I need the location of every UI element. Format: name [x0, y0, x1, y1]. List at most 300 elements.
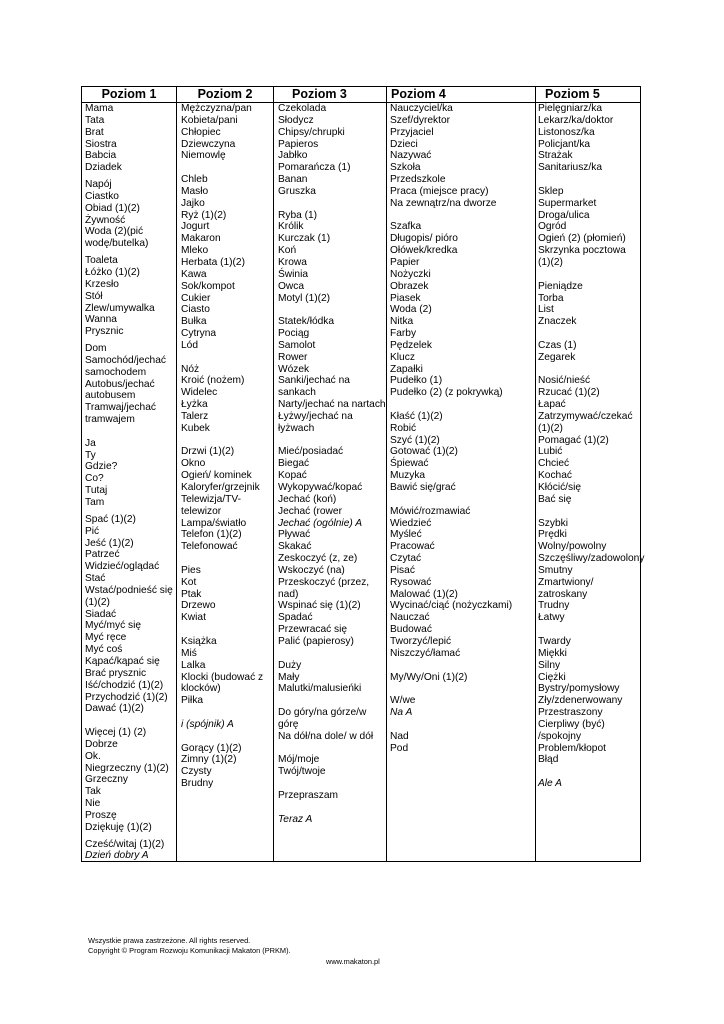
word-entry: Masło	[181, 185, 209, 197]
column-level-2	[181, 103, 272, 790]
word-entry: Skakać	[278, 541, 312, 553]
word-entry: Kochać	[538, 470, 572, 482]
word-entry: Przepraszam	[278, 789, 339, 801]
word-entry: Łatwy	[538, 612, 565, 624]
word-entry: Spadać	[278, 612, 313, 624]
group-gap	[538, 328, 641, 340]
word-entry: List	[538, 304, 554, 316]
word-entry: Babcia	[85, 150, 117, 162]
word-entry: Sanki/jechać na	[278, 375, 350, 387]
word-entry: telewizor	[181, 505, 222, 517]
word-entry: Tutaj	[85, 485, 108, 497]
group-gap	[390, 210, 534, 222]
word-entry: (1)(2)	[538, 256, 563, 268]
word-entry: Znaczek	[538, 316, 577, 328]
group-gap	[538, 269, 641, 281]
word-entry: Biegać	[278, 458, 310, 470]
column-level-3	[278, 103, 385, 825]
word-entry: Nauczyciel/ka	[390, 103, 453, 114]
word-entry: Ja	[85, 437, 96, 449]
group-gap	[390, 683, 534, 695]
word-entry: Skrzynka pocztowa	[538, 245, 626, 257]
word-entry: Mężczyzna/pan	[181, 103, 252, 114]
word-entry: Toaleta	[85, 255, 118, 267]
column-divider	[386, 87, 387, 861]
group-gap	[538, 174, 641, 186]
word-entry: górę	[278, 718, 299, 730]
word-entry: Myć coś	[85, 644, 123, 656]
word-entry: Autobus/jechać	[85, 378, 155, 390]
word-entry: Chcieć	[538, 458, 570, 470]
vocabulary-table	[81, 86, 645, 862]
word-entry: Niemowlę	[181, 150, 226, 162]
word-entry: Mój/moje	[278, 754, 320, 766]
word-entry: Co?	[85, 473, 104, 485]
word-entry: Stać	[85, 573, 106, 585]
group-gap	[278, 435, 385, 447]
footer-rights: Wszystkie prawa zastrzeżone. All rights reserved.	[88, 936, 251, 945]
footer-copyright: Copyright © Program Rozwoju Komunikacji Makaton (PRKM).	[88, 945, 291, 955]
word-entry: Przeskoczyć (przez,	[278, 576, 370, 588]
word-entry: Długopis/ pióro	[390, 233, 458, 245]
word-entry: Stół	[85, 290, 103, 302]
word-entry: Patrzeć	[85, 549, 120, 561]
word-entry: Szafka	[390, 221, 422, 233]
word-entry: Ryż (1)(2)	[181, 209, 227, 221]
word-entry: Ptak	[181, 588, 202, 600]
word-entry: Zegarek	[538, 351, 576, 363]
word-entry: Malutki/malusieńki	[278, 683, 362, 695]
word-entry: Kopać	[278, 470, 307, 482]
word-entry: Łyżwy/jechać na	[278, 410, 353, 422]
word-entry: Policjant/ka	[538, 138, 591, 150]
word-entry: Obiad (1)(2)	[85, 202, 140, 214]
word-entry: Trudny	[538, 600, 570, 612]
group-gap	[181, 435, 272, 447]
group-gap	[278, 802, 385, 814]
word-entry: Świnia	[278, 268, 309, 280]
word-entry: Woda (2)(pić	[85, 226, 144, 238]
word-entry: Makaron	[181, 233, 221, 245]
word-entry: Rower	[278, 351, 308, 363]
word-entry: Narty/jechać na nartach	[278, 399, 386, 411]
word-entry: Cierpliwy (być)	[538, 718, 605, 730]
group-gap	[181, 162, 272, 174]
group-gap	[278, 743, 385, 755]
word-entry: Jabłko	[278, 150, 308, 162]
word-entry: Sok/kompot	[181, 280, 235, 292]
word-entry: Ciastko	[85, 190, 119, 202]
word-entry: Zły/zdenerwowany	[538, 695, 623, 707]
word-entry: Wycinać/ciąć (nożyczkami)	[390, 600, 513, 612]
word-entry: Chleb	[181, 174, 208, 186]
word-entry: Dziękuję (1)(2)	[85, 821, 152, 833]
word-entry: Kwiat	[181, 612, 206, 624]
word-entry: Ty	[85, 449, 96, 461]
word-entry: Książka	[181, 635, 217, 647]
word-entry: Brudny	[181, 778, 214, 790]
word-entry: Nosić/nieść	[538, 375, 591, 387]
word-entry: wodę/butelka)	[85, 238, 149, 250]
word-entry: Pisać	[390, 564, 415, 576]
group-gap	[181, 553, 272, 565]
word-entry: Miękki	[538, 647, 567, 659]
word-entry: Twardy	[538, 635, 571, 647]
word-entry: Telefonować	[181, 541, 238, 553]
column-level-4	[390, 103, 534, 754]
word-entry: Okno	[181, 458, 206, 470]
group-gap	[278, 198, 385, 210]
word-entry: Szyć (1)(2)	[390, 434, 440, 446]
word-entry: sankach	[278, 387, 316, 399]
column-divider	[176, 87, 177, 861]
word-entry: Brat	[85, 126, 104, 138]
word-entry: Malować (1)(2)	[390, 588, 458, 600]
word-entry: Chłopiec	[181, 126, 221, 138]
word-entry: Samolot	[278, 339, 316, 351]
word-entry: Myć/myć się	[85, 620, 142, 632]
word-entry: klocków)	[181, 683, 221, 695]
word-entry: Rzucać (1)(2)	[538, 387, 600, 399]
word-entry: Silny	[538, 659, 561, 671]
word-entry: Praca (miejsce pracy)	[390, 185, 489, 197]
word-entry: Kot	[181, 576, 197, 588]
word-entry: Pudełko (1)	[390, 375, 443, 387]
word-entry: Grzeczny	[85, 774, 129, 786]
group-gap	[538, 766, 641, 778]
word-entry: Na A	[390, 707, 413, 719]
word-entry: Żywność	[85, 214, 126, 226]
word-entry: Bystry/pomysłowy	[538, 683, 620, 695]
word-entry: Lampa/światło	[181, 517, 247, 529]
group-gap	[181, 352, 272, 364]
word-entry: Supermarket	[538, 197, 597, 209]
word-entry: Telewizja/TV-	[181, 493, 242, 505]
word-entry: Zmartwiony/	[538, 576, 594, 588]
word-entry: Do góry/na górze/w	[278, 707, 367, 719]
word-entry: Pudełko (2) (z pokrywką)	[390, 387, 503, 399]
word-entry: Bułka	[181, 316, 207, 328]
word-entry: Samochód/jechać	[85, 354, 166, 366]
word-entry: /spokojny	[538, 730, 582, 742]
word-entry: samochodem	[85, 366, 147, 378]
header-level-2: Poziom 2	[197, 87, 253, 101]
word-entry: Strażak	[538, 150, 573, 162]
word-entry: Czekolada	[278, 103, 327, 114]
group-gap	[181, 624, 272, 636]
word-entry: Ogień (2) (płomień)	[538, 233, 626, 245]
group-gap	[278, 695, 385, 707]
word-entry: Pod	[390, 742, 409, 754]
word-entry: Czytać	[390, 553, 422, 565]
word-entry: Lubić	[538, 446, 563, 458]
word-entry: Proszę	[85, 809, 117, 821]
word-entry: Farby	[390, 328, 417, 340]
word-entry: Klocki (budować z	[181, 671, 264, 683]
word-entry: Klucz	[390, 351, 415, 363]
word-entry: Gorący (1)(2)	[181, 742, 242, 754]
word-entry: Gruszka	[278, 185, 316, 197]
word-entry: Ryba (1)	[278, 209, 318, 221]
word-entry: Kłócić/się	[538, 482, 582, 493]
word-entry: Dzień dobry A	[85, 850, 149, 862]
word-entry: Zlew/umywalka	[85, 302, 155, 314]
group-gap	[538, 364, 641, 376]
word-entry: Tworzyć/lepić	[390, 635, 452, 647]
group-gap	[85, 426, 175, 438]
group-gap	[181, 731, 272, 743]
word-entry: Dom	[85, 343, 107, 355]
word-entry: Chipsy/chrupki	[278, 126, 345, 138]
word-entry: Siostra	[85, 138, 117, 150]
group-gap	[390, 719, 534, 731]
word-entry: Ciasto	[181, 304, 210, 316]
word-entry: Drzwi (1)(2)	[181, 446, 235, 458]
word-entry: Ok.	[85, 750, 101, 762]
word-entry: Prysznic	[85, 326, 124, 338]
word-entry: Wiedzieć	[390, 517, 432, 529]
word-entry: Nad	[390, 730, 409, 742]
word-entry: Wanna	[85, 314, 117, 326]
header-level-4: Poziom 4	[391, 87, 446, 101]
word-entry: Jogurt	[181, 221, 210, 233]
word-entry: Szef/dyrektor	[390, 114, 451, 126]
word-entry: Sanitariusz/ka	[538, 162, 602, 174]
word-entry: Piasek	[390, 292, 421, 304]
word-entry: Więcej (1) (2)	[85, 727, 147, 739]
word-entry: Niszczyć/łamać	[390, 647, 461, 659]
header-level-3: Poziom 3	[292, 87, 347, 101]
word-entry: Łyżka	[181, 399, 208, 411]
word-entry: Gdzie?	[85, 461, 118, 473]
word-entry: Zimny (1)(2)	[181, 754, 237, 766]
column-divider	[273, 87, 274, 861]
word-entry: Kąpać/kąpać się	[85, 655, 160, 667]
word-entry: Budować	[390, 624, 432, 636]
word-entry: Dzieci	[390, 138, 418, 150]
word-entry: Szczęśliwy/zadowolony	[538, 553, 645, 565]
group-gap	[85, 715, 175, 727]
word-entry: Przewracać się	[278, 624, 348, 636]
group-gap	[278, 648, 385, 660]
word-entry: Pomagać (1)(2)	[538, 434, 609, 446]
word-entry: Nazywać	[390, 150, 432, 162]
group-gap	[538, 506, 641, 518]
word-entry: Smutny	[538, 564, 573, 576]
word-entry: Napój	[85, 179, 112, 191]
word-entry: Pędzelek	[390, 339, 432, 351]
word-entry: Pracować	[390, 541, 435, 553]
word-entry: Dziadek	[85, 162, 122, 174]
word-entry: Mama	[85, 103, 114, 114]
word-entry: Bać się	[538, 493, 572, 505]
word-entry: Prędki	[538, 529, 567, 541]
word-entry: Niegrzeczny (1)(2)	[85, 762, 169, 774]
word-entry: Wózek	[278, 363, 310, 375]
word-entry: Rysować	[390, 576, 432, 588]
word-entry: zatroskany	[538, 588, 588, 600]
word-entry: Iść/chodzić (1)(2)	[85, 679, 164, 691]
word-entry: Telefon (1)(2)	[181, 529, 242, 541]
word-entry: Brać prysznic	[85, 667, 147, 679]
word-entry: Widzieć/oglądać	[85, 561, 160, 573]
header-level-5: Poziom 5	[545, 87, 600, 101]
word-entry: Szkoła	[390, 162, 421, 174]
word-entry: Bawić się/grać	[390, 482, 456, 493]
word-entry: Jeść (1)(2)	[85, 537, 134, 549]
word-entry: Mleko	[181, 245, 209, 257]
word-entry: Herbata (1)(2)	[181, 256, 245, 268]
word-entry: Czas (1)	[538, 339, 577, 351]
group-gap	[278, 778, 385, 790]
word-entry: Jechać (rower	[278, 505, 342, 517]
word-entry: Pies	[181, 564, 201, 576]
word-entry: Robić	[390, 422, 417, 434]
word-entry: W/we	[390, 695, 416, 707]
word-entry: Mały	[278, 671, 300, 683]
word-entry: łyżwach	[278, 422, 315, 434]
word-entry: Piłka	[181, 695, 204, 707]
word-entry: Nauczać	[390, 612, 430, 624]
word-entry: Słodycz	[278, 114, 314, 126]
group-gap	[390, 660, 534, 672]
word-entry: Drzewo	[181, 600, 216, 612]
word-entry: Nitka	[390, 316, 414, 328]
word-entry: (1)(2)	[538, 422, 563, 434]
word-entry: Jechać (koń)	[278, 493, 337, 505]
word-entry: Kawa	[181, 268, 207, 280]
word-entry: Gotować (1)(2)	[390, 446, 458, 458]
word-entry: Nożyczki	[390, 268, 431, 280]
footer-website: www.makaton.pl	[326, 957, 380, 966]
word-entry: nad)	[278, 588, 299, 600]
word-entry: Myśleć	[390, 529, 422, 541]
word-entry: Duży	[278, 659, 302, 671]
word-entry: Krowa	[278, 256, 307, 268]
group-gap	[390, 399, 534, 411]
word-entry: Dawać (1)(2)	[85, 703, 144, 715]
word-entry: Zeskoczyć (z, ze)	[278, 553, 358, 565]
word-entry: Ciężki	[538, 671, 566, 683]
word-entry: Statek/łódka	[278, 316, 335, 328]
word-entry: Woda (2)	[390, 304, 432, 316]
word-entry: Lalka	[181, 659, 206, 671]
word-entry: Przyjaciel	[390, 126, 434, 138]
word-entry: Ogród	[538, 221, 567, 233]
word-entry: Twój/twoje	[278, 766, 326, 778]
word-entry: Jechać (ogólnie) A	[278, 517, 362, 529]
word-entry: tramwajem	[85, 414, 135, 426]
word-entry: Ale A	[538, 778, 562, 790]
word-entry: Wspinać się (1)(2)	[278, 600, 361, 612]
word-entry: Myć ręce	[85, 632, 127, 644]
word-entry: Droga/ulica	[538, 209, 590, 221]
word-entry: Pić	[85, 525, 100, 537]
word-entry: Pociąg	[278, 328, 310, 340]
word-entry: Dobrze	[85, 738, 118, 750]
word-entry: Tam	[85, 497, 105, 508]
column-level-5	[538, 103, 645, 790]
word-entry: Cześć/witaj (1)(2)	[85, 838, 165, 850]
group-gap	[538, 624, 641, 636]
word-entry: Na dół/na dole/ w dół	[278, 730, 374, 742]
word-entry: Torba	[538, 292, 564, 304]
word-entry: Królik	[278, 221, 304, 233]
word-entry: Obrazek	[390, 280, 429, 292]
word-entry: Śpiewać	[390, 458, 429, 470]
word-entry: Krzesło	[85, 278, 119, 290]
word-entry: Muzyka	[390, 470, 426, 482]
word-entry: Czysty	[181, 766, 212, 778]
word-entry: Ogień/ kominek	[181, 470, 252, 482]
header-level-1: Poziom 1	[101, 87, 157, 101]
word-entry: Kroić (nożem)	[181, 375, 245, 387]
word-entry: i (spójnik) A	[181, 718, 234, 730]
word-entry: Jajko	[181, 197, 205, 209]
word-entry: Pomarańcza (1)	[278, 162, 351, 174]
word-entry: My/Wy/Oni (1)(2)	[390, 671, 468, 683]
column-divider	[535, 87, 536, 861]
word-entry: Kobieta/pani	[181, 114, 238, 126]
word-entry: Łapać	[538, 399, 566, 411]
word-entry: Pieniądze	[538, 280, 583, 292]
group-gap	[278, 304, 385, 316]
word-entry: Tata	[85, 114, 105, 126]
word-entry: Spać (1)(2)	[85, 513, 136, 525]
word-entry: Przychodzić (1)(2)	[85, 691, 168, 703]
word-entry: Szybki	[538, 517, 569, 529]
word-entry: Nie	[85, 798, 101, 810]
word-entry: Mieć/posiadać	[278, 446, 344, 458]
word-entry: Sklep	[538, 185, 564, 197]
word-entry: Lód	[181, 339, 198, 351]
word-entry: Na zewnątrz/na dworze	[390, 197, 497, 209]
word-entry: Owca	[278, 280, 305, 292]
word-entry: Papieros	[278, 138, 319, 150]
word-entry: Pływać	[278, 529, 311, 541]
word-entry: Wolny/powolny	[538, 541, 607, 553]
word-entry: Mówić/rozmawiać	[390, 505, 471, 517]
group-gap	[181, 707, 272, 719]
word-entry: Kubek	[181, 422, 210, 434]
word-entry: Siadać	[85, 608, 117, 620]
word-entry: Wstać/podnieść się	[85, 584, 173, 596]
word-entry: Listonosz/ka	[538, 126, 595, 138]
word-entry: Palić (papierosy)	[278, 635, 354, 647]
word-entry: Nóż	[181, 363, 200, 375]
word-entry: Przedszkole	[390, 174, 446, 186]
word-entry: Talerz	[181, 410, 209, 422]
word-entry: Tak	[85, 786, 101, 798]
word-entry: Kłaść (1)(2)	[390, 410, 443, 422]
word-entry: Lekarz/ka/doktor	[538, 114, 614, 126]
word-entry: Tramwaj/jechać	[85, 402, 156, 414]
word-entry: Cytryna	[181, 328, 217, 340]
word-entry: Motyl (1)(2)	[278, 292, 331, 304]
group-gap	[390, 494, 534, 506]
word-entry: Przestraszony	[538, 707, 603, 719]
word-entry: Zapałki	[390, 363, 423, 375]
word-entry: Koń	[278, 245, 297, 257]
word-entry: autobusem	[85, 390, 136, 402]
word-entry: Zatrzymywać/czekać	[538, 410, 633, 422]
column-level-1	[85, 103, 175, 862]
word-entry: Teraz A	[278, 813, 313, 825]
word-entry: Miś	[181, 647, 197, 659]
word-entry: Problem/kłopot	[538, 742, 606, 754]
word-entry: Cukier	[181, 292, 211, 304]
word-entry: Widelec	[181, 387, 218, 399]
